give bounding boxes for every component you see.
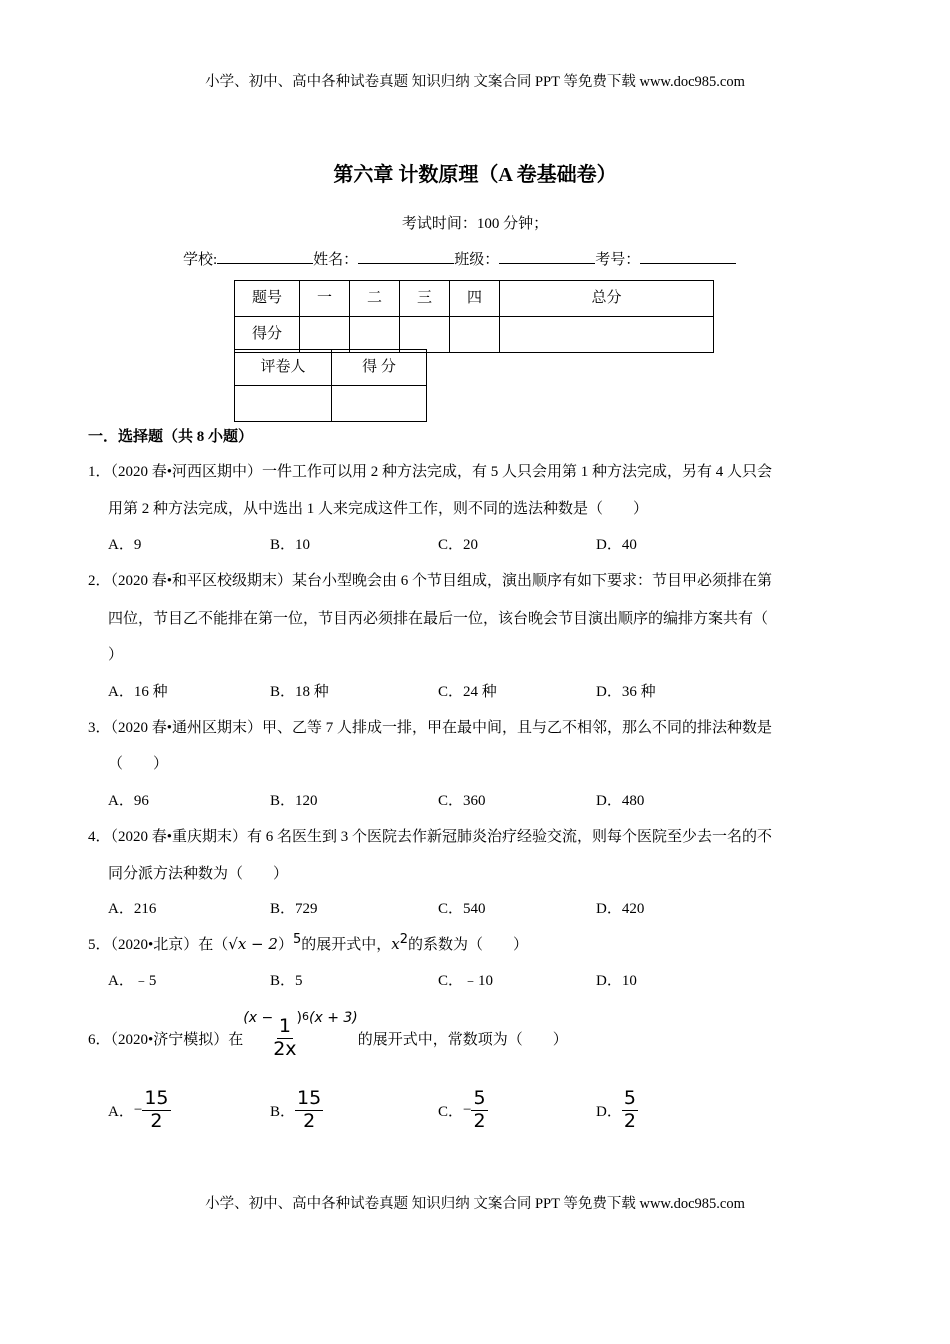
page-header: 小学、初中、高中各种试卷真题 知识归纳 文案合同 PPT 等免费下载 www.doc985.com: [205, 74, 745, 90]
school-label: 学校:: [183, 252, 218, 268]
question-3-line-1: 3．（2020 春•通州区期末）甲、乙等 7 人排成一排，甲在最中间，且与乙不相邻，那么不同的排法种数是: [88, 720, 773, 736]
q5-expression: √x − 2: [228, 935, 278, 953]
name-blank: [358, 249, 454, 264]
q4-option-d: D．420: [596, 901, 645, 917]
q2-option-a: A．16 种: [108, 684, 168, 700]
numerator: 5: [473, 1087, 486, 1109]
numerator: 15: [144, 1087, 169, 1109]
question-1-line-2: 用第 2 种方法完成，从中选出 1 人来完成这件工作，则不同的选法种数是（ ）: [108, 501, 649, 517]
score-cell: [450, 317, 500, 353]
denominator: 2x: [273, 1037, 297, 1060]
section-heading: 一．选择题（共 8 小题）: [88, 429, 254, 445]
header-cell: 三: [400, 281, 450, 317]
info-fields: [183, 248, 736, 269]
option-fraction: [295, 1088, 323, 1133]
option-sign: −: [463, 1101, 472, 1118]
option-label: C．: [438, 1103, 464, 1120]
q3-option-c: C．360: [438, 793, 486, 809]
id-label: 考号：: [595, 252, 641, 268]
q2-option-b: B．18 种: [270, 684, 329, 700]
score-cell: [300, 317, 350, 353]
q6-power: 6: [302, 1010, 310, 1023]
question-4-line-2: 同分派方法种数为（ ）: [108, 866, 289, 882]
page-title: 第六章 计数原理（A 卷基础卷）: [333, 164, 617, 186]
header-cell: 一: [300, 281, 350, 317]
denominator: 2: [150, 1109, 163, 1132]
q5-power: 5: [292, 932, 302, 947]
q5-suffix: 的系数为（ ）: [408, 937, 529, 953]
numerator: 15: [297, 1087, 322, 1109]
q3-option-d: D．480: [596, 793, 645, 809]
q1-option-a: A．9: [108, 537, 142, 553]
q5-option-c: C．﹣10: [438, 973, 494, 989]
q3-option-b: B．120: [270, 793, 318, 809]
row-label: 得分: [235, 317, 300, 353]
numerator: 5: [623, 1087, 636, 1109]
q1-option-d: D．40: [596, 537, 637, 553]
q5-var: x: [391, 935, 400, 953]
q5-close-paren: ）: [277, 937, 293, 953]
q1-option-b: B．10: [270, 537, 311, 553]
q5-option-b: B．5: [270, 973, 303, 989]
question-2-line-1: 2．（2020 春•和平区校级期末）某台小型晚会由 6 个节目组成，演出顺序有如下要求：节目甲必须排在第: [88, 573, 773, 589]
q6-option-b: [270, 1088, 323, 1133]
grader-table: [234, 349, 427, 422]
denominator: 2: [473, 1109, 486, 1132]
score-cell: [400, 317, 450, 353]
q4-option-b: B．729: [270, 901, 318, 917]
header-cell: 二: [350, 281, 400, 317]
option-label: D．: [596, 1103, 622, 1120]
denominator: 2: [303, 1109, 316, 1132]
question-2-line-2: 四位，节目乙不能排在第一位，节目丙必须排在最后一位，该台晚会节目演出顺序的编排方案共有（: [108, 611, 769, 627]
question-5: [88, 932, 528, 954]
q5-mid: 的展开式中，: [301, 937, 392, 953]
q6-expr-a: (x −: [243, 1010, 274, 1026]
question-4-line-1: 4．（2020 春•重庆期末）有 6 名医生到 3 个医院去作新冠肺炎治疗经验交流，则每个医院至少去一名的不: [88, 829, 773, 845]
question-2-line-3: ）: [108, 647, 124, 663]
q1-option-c: C．20: [438, 537, 479, 553]
class-blank: [499, 249, 595, 264]
score-cell: [500, 317, 714, 353]
q6-option-a: [108, 1088, 171, 1133]
option-label: B．: [270, 1103, 296, 1120]
denominator: 2: [623, 1109, 636, 1132]
q6-expr-c: (x + 3): [309, 1010, 358, 1026]
grader-cell: [332, 386, 427, 422]
header-cell: 总分: [500, 281, 714, 317]
question-3-line-2: （ ）: [108, 756, 169, 772]
q6-prefix: 6．（2020•济宁模拟）在: [88, 1031, 244, 1048]
question-6: [88, 1010, 568, 1066]
q6-fraction: [273, 1016, 296, 1061]
page-footer: 小学、初中、高中各种试卷真题 知识归纳 文案合同 PPT 等免费下载 www.doc985.com: [205, 1196, 745, 1212]
q2-option-d: D．36 种: [596, 684, 656, 700]
option-fraction: [622, 1088, 638, 1133]
id-blank: [640, 249, 736, 264]
exam-time: 考试时间：100 分钟；: [401, 216, 549, 232]
q3-option-a: A．96: [108, 793, 149, 809]
q2-option-c: C．24 种: [438, 684, 497, 700]
score-cell: [350, 317, 400, 353]
q5-var-power: 2: [399, 932, 408, 947]
q4-option-c: C．540: [438, 901, 486, 917]
q5-option-a: A．﹣5: [108, 973, 157, 989]
option-fraction: [471, 1088, 487, 1133]
school-blank: [217, 249, 313, 264]
score-table: [234, 280, 714, 353]
q4-option-a: A．216: [108, 901, 157, 917]
q6-expr-b: ): [296, 1010, 303, 1026]
grader-cell: [235, 386, 332, 422]
q6-option-d: [596, 1088, 638, 1133]
header-cell: 评卷人: [235, 350, 332, 386]
header-cell: 题号: [235, 281, 300, 317]
header-cell: 四: [450, 281, 500, 317]
q6-option-c: [438, 1088, 488, 1133]
q6-suffix: 的展开式中，常数项为（ ）: [357, 1031, 568, 1048]
name-label: 姓名：: [313, 252, 359, 268]
numerator: 1: [278, 1014, 291, 1037]
class-label: 班级：: [454, 252, 500, 268]
option-sign: −: [133, 1101, 143, 1118]
question-1-line-1: 1．（2020 春•河西区期中）一件工作可以用 2 种方法完成，有 5 人只会用第 1 种方法完成，另有 4 人只会: [88, 464, 773, 480]
option-label: A．: [108, 1103, 134, 1120]
option-fraction: [142, 1088, 170, 1133]
q5-option-d: D．10: [596, 973, 637, 989]
q5-prefix: 5．（2020•北京）在（: [88, 937, 229, 953]
header-cell: 得 分: [332, 350, 427, 386]
